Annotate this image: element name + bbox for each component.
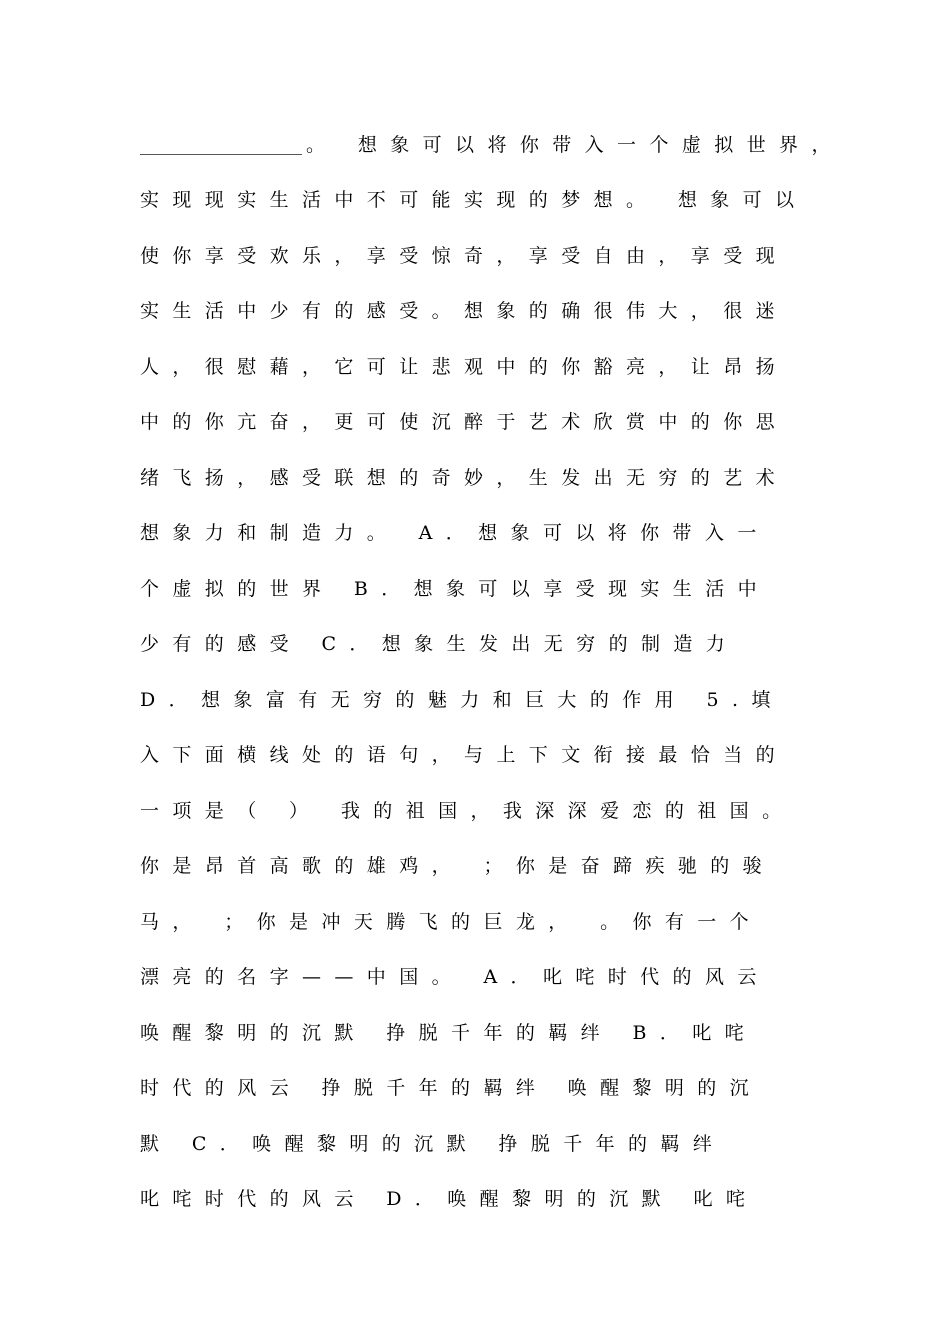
- text-line: 实现现实生活中不可能实现的梦想。 想象可以: [140, 189, 808, 211]
- text-line: 中的你亢奋，更可使沉醉于艺术欣赏中的你思: [140, 411, 789, 433]
- fill-in-blank: [140, 153, 302, 155]
- text-line: 实生活中少有的感受。想象的确很伟大，很迷: [140, 300, 789, 322]
- text-line: 唤醒黎明的沉默 挣脱千年的羁绊 B．叱咤: [140, 1022, 758, 1044]
- text-line: 你是昂首高歌的雄鸡， ；你是奋蹄疾驰的骏: [140, 855, 776, 877]
- text-line: 绪飞扬，感受联想的奇妙，生发出无穷的艺术: [140, 467, 789, 489]
- text-line: 入下面横线处的语句，与上下文衔接最恰当的: [140, 744, 789, 766]
- text-line: D．想象富有无穷的魅力和巨大的作用 5.填: [140, 689, 784, 711]
- text-line: 漂亮的名字——中国。 A．叱咤时代的风云: [140, 966, 770, 988]
- text-line: 时代的风云 挣脱千年的羁绊 唤醒黎明的沉: [140, 1077, 763, 1099]
- line-text: 。 想象可以将你带入一个虚拟世界，: [306, 134, 844, 156]
- text-line: 一项是（ ） 我的祖国，我深深爱恋的祖国。: [140, 800, 795, 822]
- text-line: 使你享受欢乐，享受惊奇，享受自由，享受现: [140, 245, 789, 267]
- text-line: 少有的感受 C．想象生发出无穷的制造力: [140, 633, 739, 655]
- text-line: 马， ；你是冲天腾飞的巨龙， 。你有一个: [140, 911, 763, 933]
- text-line: 个虚拟的世界 B．想象可以享受现实生活中: [140, 578, 771, 600]
- text-line: [140, 125, 844, 165]
- text-line: 默 C．唤醒黎明的沉默 挣脱千年的羁绊: [140, 1133, 726, 1155]
- text-line: 想象力和制造力。 A．想象可以将你带入一: [140, 522, 770, 544]
- text-line: 叱咤时代的风云 D．唤醒黎明的沉默 叱咤: [140, 1188, 759, 1210]
- text-line: 人，很慰藉，它可让悲观中的你豁亮，让昂扬: [140, 356, 789, 378]
